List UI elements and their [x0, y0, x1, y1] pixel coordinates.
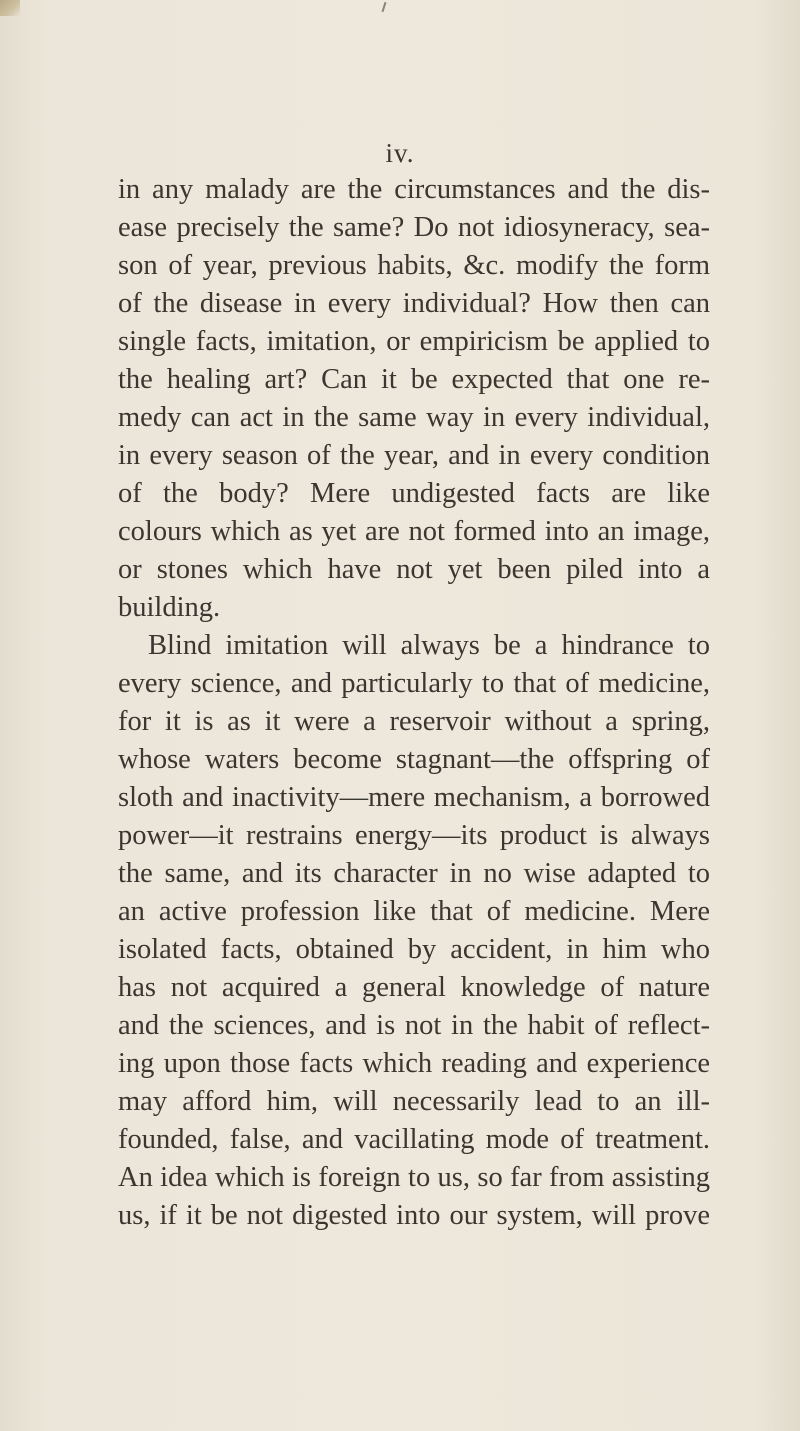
text-line: an active profession like that of medicine. Mere — [118, 896, 710, 927]
text-line: son of year, previous habits, &c. modify the form — [118, 250, 710, 281]
text-line: may afford him, will necessarily lead to an ill- — [118, 1086, 710, 1117]
text-line: or stones which have not yet been piled into a — [118, 554, 710, 585]
text-line: power—it restrains energy—its product is always — [118, 820, 710, 851]
text-line: in any malady are the circumstances and the dis- — [118, 174, 710, 205]
text-line: ing upon those facts which reading and experience — [118, 1048, 710, 1079]
text-line: and the sciences, and is not in the habit of reflect- — [118, 1010, 710, 1041]
ink-tick-mark — [382, 2, 387, 12]
text-line: sloth and inactivity—mere mechanism, a borrowed — [118, 782, 710, 813]
page-corner-stain — [0, 0, 20, 16]
text-line: of the body? Mere undigested facts are like — [118, 478, 710, 509]
text-line: the same, and its character in no wise adapted to — [118, 858, 710, 889]
text-line: us, if it be not digested into our system, will prove — [118, 1200, 710, 1231]
text-line: has not acquired a general knowledge of nature — [118, 972, 710, 1003]
text-line: medy can act in the same way in every individual, — [118, 402, 710, 433]
page-number: iv. — [385, 138, 415, 168]
text-line: whose waters become stagnant—the offspring of — [118, 744, 710, 775]
text-line: founded, false, and vacillating mode of treatment. — [118, 1124, 710, 1155]
text-line: in every season of the year, and in every condition — [118, 440, 710, 471]
text-line: for it is as it were a reservoir without a spring, — [118, 706, 710, 737]
text-line: every science, and particularly to that of medicine, — [118, 668, 710, 699]
text-line: colours which as yet are not formed into an image, — [118, 516, 710, 547]
text-line: single facts, imitation, or empiricism be applied to — [118, 326, 710, 357]
text-line: isolated facts, obtained by accident, in him who — [118, 934, 710, 965]
text-line: An idea which is foreign to us, so far from assisting — [118, 1162, 710, 1193]
text-line: building. — [118, 592, 221, 623]
text-line: of the disease in every individual? How then can — [118, 288, 710, 319]
text-line: ease precisely the same? Do not idiosyneracy, sea- — [118, 212, 710, 243]
text-line: Blind imitation will always be a hindrance to — [148, 630, 710, 661]
text-line: the healing art? Can it be expected that one re- — [118, 364, 710, 395]
